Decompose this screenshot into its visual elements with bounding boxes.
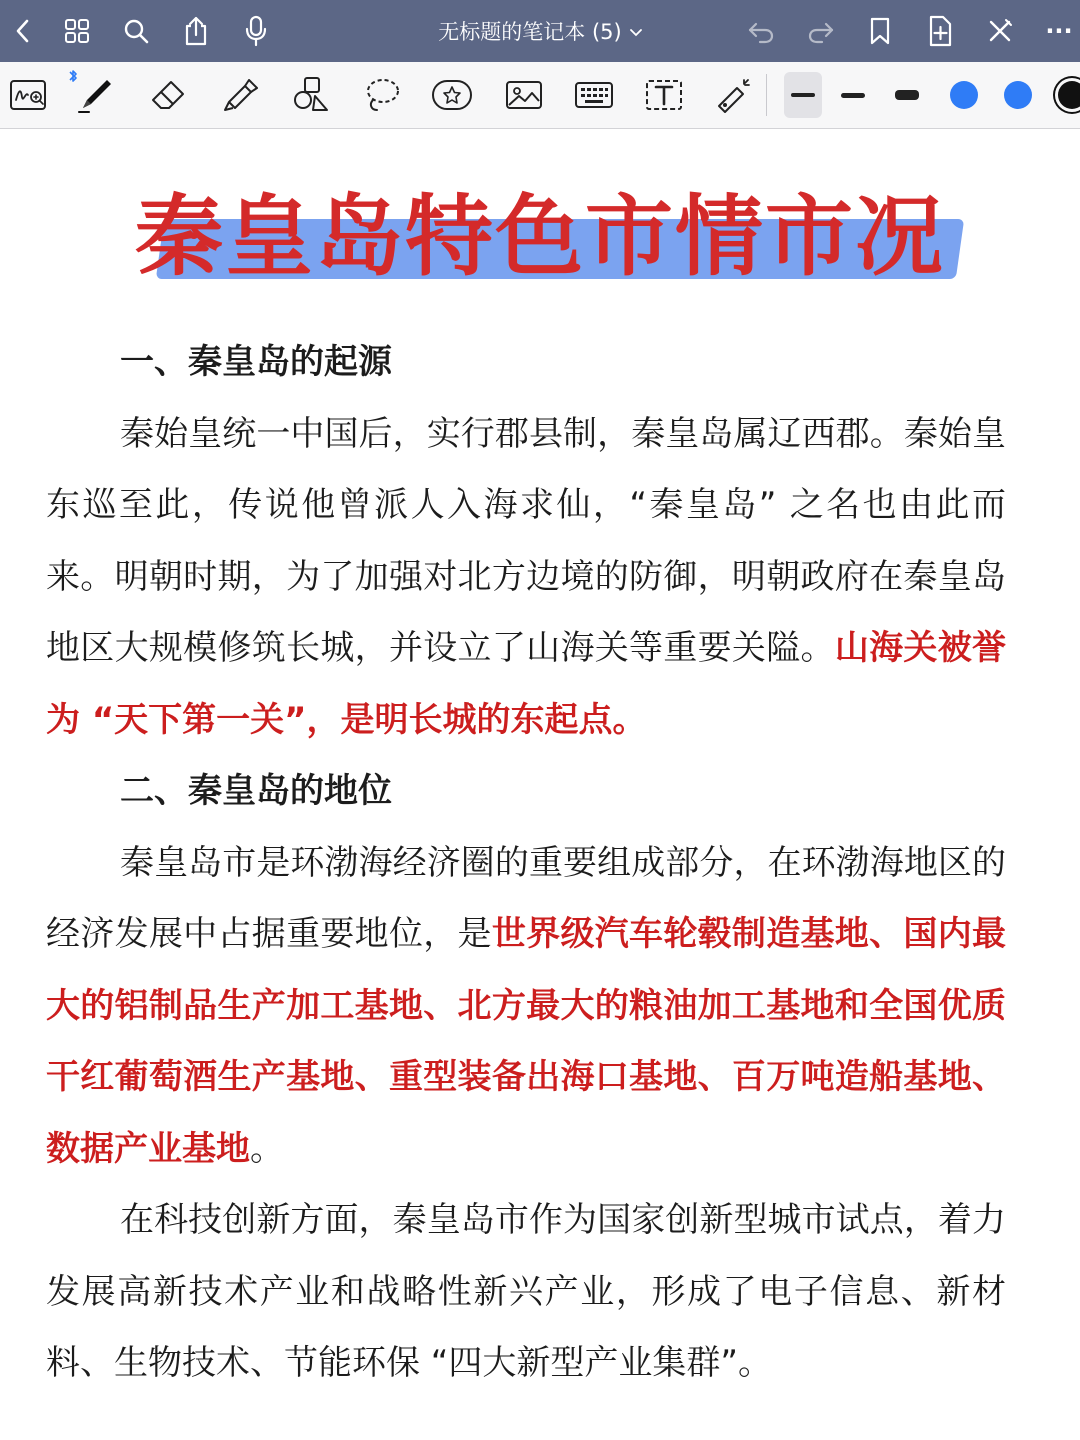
section-heading-origin: 一、秦皇岛的起源: [120, 342, 392, 382]
redo-icon[interactable]: [798, 8, 844, 54]
image-tool-icon[interactable]: [496, 69, 552, 121]
keyboard-tool-icon[interactable]: [566, 69, 622, 121]
toolbar-divider: [766, 74, 767, 116]
highlight-shanhaiguan: 山海关被誉为 “天下第一关”，是明长城的东起点。: [46, 628, 1007, 740]
bluetooth-icon: [68, 68, 78, 88]
text-box-tool-icon[interactable]: [636, 69, 692, 121]
stroke-width-medium[interactable]: [834, 72, 872, 118]
paragraph-status-text: 秦皇岛市是环渤海经济圈的重要组成部分，在环渤海地区的经济发展中占据重要地位，是: [46, 842, 1006, 954]
grid-view-icon[interactable]: [54, 8, 100, 54]
notebook-title[interactable]: [438, 16, 641, 46]
stroke-width-thick[interactable]: [888, 72, 926, 118]
title-bar: [0, 0, 1080, 62]
notebook-title-text: 无标题的笔记本 (5): [438, 20, 622, 44]
highlighter-tool-icon[interactable]: [212, 69, 268, 121]
paragraph-origin: [46, 399, 1006, 757]
add-page-icon[interactable]: [917, 8, 963, 54]
paragraph-status: [46, 828, 1006, 1186]
more-icon[interactable]: ···: [1045, 17, 1073, 45]
share-icon[interactable]: [173, 8, 219, 54]
eraser-tool-icon[interactable]: [140, 69, 196, 121]
color-swatch-blue[interactable]: [950, 81, 978, 109]
drawing-toolbar: [0, 62, 1080, 129]
paragraph-innovation: 在科技创新方面，秦皇岛市作为国家创新型城市试点，着力发展高新技术产业和战略性新兴产业，形成了电子信息、新材料、生物技术、节能环保 “四大新型产业集群”。: [46, 1200, 1006, 1383]
section-heading-status: 二、秦皇岛的地位: [120, 771, 392, 811]
paragraph-origin-text: 秦始皇统一中国后，实行郡县制，秦皇岛属辽西郡。秦始皇东巡至此，传说他曾派人入海求仙，“秦皇岛” 之名也由此而来。明朝时期，为了加强对北方边境的防御，明朝政府在秦皇岛地区大规模修筑长城，并设立了山海关等重要关隘。: [46, 413, 1006, 668]
shapes-tool-icon[interactable]: [284, 69, 340, 121]
chevron-down-icon: [630, 22, 642, 41]
microphone-icon[interactable]: [233, 8, 279, 54]
stroke-width-thin[interactable]: [784, 72, 822, 118]
highlight-industry-bases: 世界级汽车轮毂制造基地、国内最大的铝制品生产加工基地、北方最大的粮油加工基地和全国优质干红葡萄酒生产基地、重型装备出海口基地、百万吨造船基地、数据产业基地: [46, 914, 1007, 1169]
search-icon[interactable]: [113, 8, 159, 54]
undo-icon[interactable]: [738, 8, 784, 54]
paragraph-status-end: 。: [250, 1128, 284, 1169]
color-swatch-blue-2[interactable]: [1004, 81, 1032, 109]
close-pen-icon[interactable]: [977, 8, 1023, 54]
color-swatch-black[interactable]: [1058, 81, 1080, 109]
handwriting-zoom-icon[interactable]: [0, 69, 56, 121]
sticker-tool-icon[interactable]: [424, 69, 480, 121]
page-title-area: [0, 187, 1080, 287]
note-page[interactable]: [0, 129, 1080, 1440]
note-content: [46, 327, 1006, 1400]
bookmark-icon[interactable]: [857, 8, 903, 54]
page-title: 秦皇岛特色市情市况: [134, 185, 945, 288]
laser-pointer-icon[interactable]: [706, 69, 762, 121]
back-icon[interactable]: [0, 8, 46, 54]
lasso-tool-icon[interactable]: [354, 69, 410, 121]
